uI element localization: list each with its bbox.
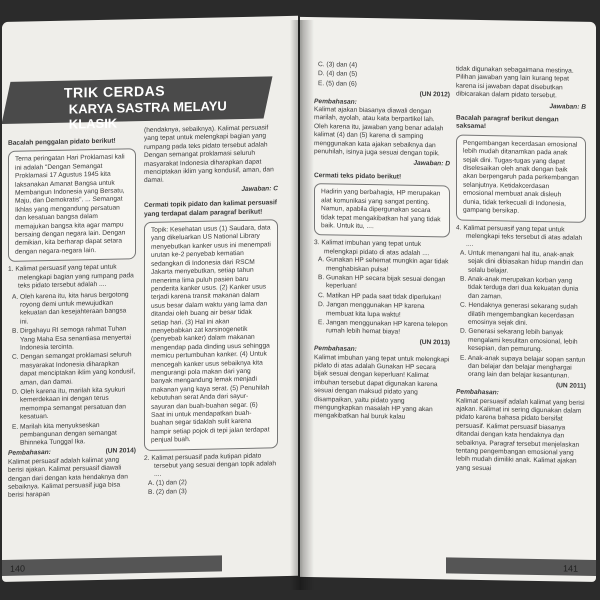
option-a: A. Oleh karena itu, kita harus bergotong royong demi untuk mewujudkan kekuatan dan kesejahteraan bangsa ini. (12, 290, 129, 326)
option-b: B. Gunakan HP secara bijak sesuai dengan keperluan! (318, 274, 446, 291)
discussion-text: Kalimat persuasif adalah kalimat yang berisi ajakan. Kalimat persuasif diawali dengan dari dengan kata hendaknya dan sebaiknya. Kalimat persuasif juga bisa berisi harapan (8, 456, 128, 500)
paragraph-box (456, 134, 586, 222)
left-column-2 (144, 124, 278, 498)
option-d: D. Generasi sekarang lebih banyak mengalami kesulitan emosional, lebih kesepian, dan pemurung. (460, 328, 578, 354)
discussion-continuation: tidak digunakan sebagaimana mestinya. Pilihan jawaban yang lain kurang tepat karena isi jawaban dapat disebutkan dibicarakan dalam pidato tersebut. (456, 65, 574, 100)
discussion-text: Kalimat ajakan biasanya diawali dengan marilah, ayolah, atau kata berpartikel lah. Oleh karena itu, jawaban yang benar adalah kalimat (4) dan (5) karena di samping menggunakan kata ajakan sebaiknya dan penuhilah, isinya juga sesuai dengan topik. (314, 106, 444, 158)
option-e: E. Marilah kita menyukseskan pembangunan dengan semangat Bhinneka Tunggal Ika. (12, 421, 117, 448)
option-d: D. Jangan menggunakan HP karena membuat kita lupa waktu! (318, 301, 425, 319)
discussion-continuation: (hendaknya, sebaiknya). Kalimat persuasif yang tepat untuk melengkapi bagian yang rumpang pada teks pidato tersebut adalah Dengan semangat proklamasi seluruh masyarakat Indonesia diharapkan dapat menciptakan iklim yang kondusif, aman, dan damai. (144, 124, 274, 185)
exam-source: (UN 2011) (555, 382, 586, 390)
discussion-label: Pembahasan: (8, 448, 51, 457)
question-3: 3. Kalimat imbuhan yang tepat untuk melengkapi pidato di atas adalah .... (314, 239, 430, 257)
speech-passage-box (8, 149, 136, 263)
option-c: C. Matikan HP pada saat tidak diperlukan! (318, 291, 442, 302)
option-e: E. Jangan menggunakan HP karena telepon rumah lebih hemat biaya! (318, 319, 448, 336)
discussion-text: Kalimat imbuhan yang tepat untuk melengkapi pidato di atas adalah Gunakan HP secara bijak sesuai dengan keperluan! Kalimat imbuhan tersebut dapat digunakan karena sesuai dengan maksud pidato yang disampaikan, yaitu pidato yang mengungkapkan masalah HP yang akan mengakibatkan hal buruk kalau (314, 353, 450, 422)
topic-passage: Topik: Kesehatan usus (1) Saudara, data yang dikeluarkan US National Library menyebutkan kanker usus ini menempati urutan ke-2 penyebab kematian sedangkan di Indonesia dari RSCM Jakarta menyebutkan, setiap tahun menerima lima puluh pasien baru penderita kanker usus. (2) Kanker usus terjadi karena transit makanan dalam usus besar dalam waktu yang lama dan ditandai oleh buang air besar tidak setiap hari. (3) Hal ini akan menyebabkan zat karsinogenetik (penyebab kanker) dalam makanan mengendap pada dinding usus sehingga memicu pertumbuhan kanker. (4) Untuk mencegah kanker usus sebaiknya kita mengurangi pola makan dari yang banyak mengandung lemak menjadi makanan yang kaya serat. (5) Penuhilah kebutuhan serat Anda dari sayur-sayuran dan buah-buahan segar. (6) Saat ini untuk mendapatkan buah-buahan segar tidaklah sulit karena hampir setiap pojok di tepi jalan terdapat penjual buah. (151, 224, 271, 445)
option-a: A. Gunakan HP sehemat mungkin agar tidak menghabiskan pulsa! (318, 256, 449, 273)
speech-passage-box (314, 183, 450, 237)
question-2: 2. Kalimat persuasif pada kutipan pidato tersebut yang sesuai dengan topik adalah .... (144, 452, 277, 479)
discussion-label: Pembahasan: (456, 388, 499, 397)
option-a: A. Untuk menangani hal itu, anak-anak sejak dini dibiasakan hidup mandiri dan selalu belajar. (460, 249, 584, 275)
question-4: 4. Kalimat persuasif yang tepat untuk melengkapi teks tersebut di atas adalah .... (456, 224, 583, 249)
exam-source: (UN 2014) (105, 447, 136, 455)
right-page (300, 17, 596, 582)
option-b: B. Anak-anak merupakan korban yang tidak terduga dari dua kekuatan dunia dan zaman. (460, 275, 579, 301)
discussion-label: Pembahasan: (314, 345, 357, 354)
section-heading: Bacalah penggalan pidato berikut! (8, 137, 116, 147)
instruction: Bacalah paragraf berikut dengan saksama! (456, 114, 559, 131)
page-number: 140 (10, 563, 26, 574)
option-c: C. (3) dan (4) (318, 61, 358, 69)
discussion-text: Kalimat persuasif adalah kalimat yang berisi ajakan. Kalimat ini sering digunakan dalam pidato karena bahasa pidato bersifat persuasif. Kalimat persuasif biasanya ditandai dengan kata hendaknya dan sebaiknya. Paragraf tersebut menjelaskan tentang pengembangan emosional yang lebih mudah dimiliki anak. Kalimat ajakan yang sesuai (456, 397, 585, 473)
topic-passage-box (144, 219, 278, 450)
option-c: C. Dengan semangat proklamasi seluruh masyarakat Indonesia diharapkan dapat menciptakan iklim yang kondusif, aman, dan damai. (12, 351, 136, 387)
discussion-label: Pembahasan: (314, 97, 357, 106)
option-d: D. Oleh karena itu, marilah kita syukuri kemerdekaan ini dengan terus memompa semangat persatuan dan kesatuan. (12, 386, 126, 421)
passage-text: Hadirin yang berbahagia, HP merupakan alat komunikasi yang sangat penting. Namun, apabila dipergunakan secara tidak tepat mengakibatkan hal yang tidak baik. Untuk itu, .... (321, 188, 441, 231)
instruction: Cermati teks pidato berikut! (314, 171, 402, 181)
option-c: C. Hendaknya generasi sekarang sudah dilatih mengembangkan kecerdasan emosinya sejak dini. (460, 301, 578, 327)
banner-subtitle: KARYA SASTRA MELAYU KLASIK (68, 98, 227, 132)
option-b: B. (2) dan (3) (148, 488, 187, 497)
question-1: 1. Kalimat persuasif yang tepat untuk melengkapi bagian yang rumpang pada teks pidato tersebut adalah .... (8, 263, 134, 290)
paragraph-text: Pengembangan kecerdasan emosional lebih mudah ditanamkan pada anak sejak dini. Tugas-tugas yang dapat diselesaikan oleh anak dengan baik akan berpengaruh pada perkembangan selanjutnya. Ketidakcerdasan emosional membuat anak disleuh dunia, tidak terkecuali di Indonesia, gampang bersikap. (463, 139, 579, 215)
section-banner (2, 76, 272, 132)
answer-key: Jawaban: B (549, 102, 586, 111)
left-page (2, 16, 298, 582)
answer-key: Jawaban: C (241, 185, 278, 193)
answer-key: Jawaban: D (413, 160, 450, 168)
left-column-1 (8, 137, 136, 501)
option-d: D. (4) dan (5) (318, 70, 358, 79)
option-b: B. Dirgahayu RI semoga rahmat Tuhan Yang Maha Esa senantiasa menyertai Indonesia tercinta. (12, 325, 131, 352)
right-column-1 (314, 61, 450, 423)
exam-source: (UN 2012) (419, 91, 450, 99)
right-column-2 (456, 66, 586, 476)
option-e: E. (5) dan (6) (318, 79, 357, 88)
option-a: A. (1) dan (2) (148, 478, 187, 487)
footer-bar (2, 555, 222, 576)
option-e: E. Anak-anak supaya belajar sopan santun dan belajar dan belajar menghargai orang lain dan belajar kesantunan. (460, 354, 586, 380)
exam-source: (UN 2013) (419, 338, 450, 347)
instruction: Cermati topik pidato dan kalimat persuasif yang terdapat dalam paragraf berikut! (144, 199, 278, 218)
passage-text: Terna peringatan Hari Proklamasi kali ini adalah "Dengan Semangat Proklamasi 17 Agustus 1945 kita laksanakan Amanat Bangsa untuk Membangun Indonesia yang Bersatu, Maju, dan Demokratis". ... Semangat Ikhlas yang mengandung persatuan dan kesatuan bangsa dalam memajukan bangsa kita agar mampu bersaing dengan negara lain. Dengan demikian, kita berharap dapat setara dengan negara-negara lain. (15, 153, 126, 256)
banner-title: TRIK CERDAS (63, 82, 166, 101)
page-number: 141 (562, 563, 578, 574)
